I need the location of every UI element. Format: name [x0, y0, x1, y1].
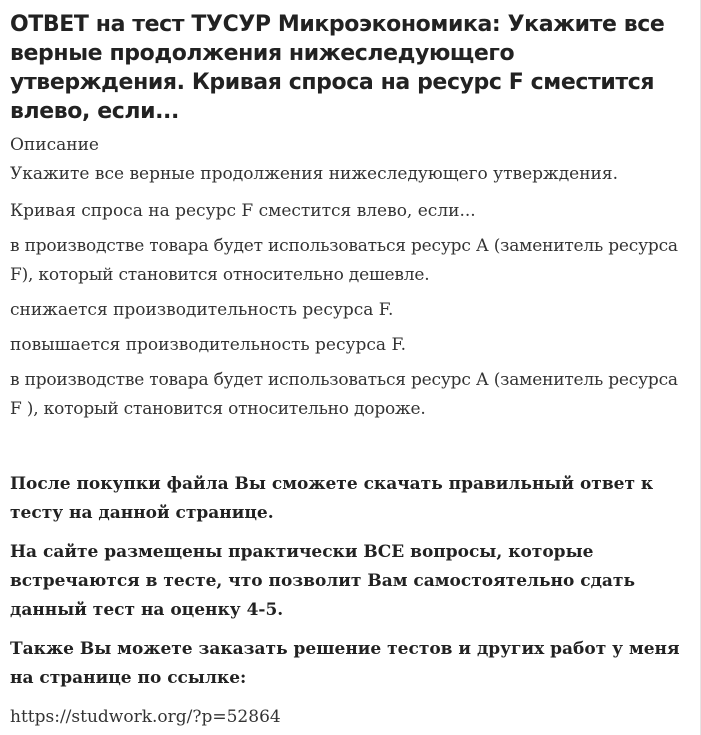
description-label: Описание [10, 135, 99, 155]
site-info: На сайте размещены практически ВСЕ вопросы, которые встречаются в тесте, что позволит Вам самостоятельно сдать данный тест на оценку 4-5. [10, 542, 635, 620]
studwork-link[interactable]: https://studwork.org/?p=52864 [10, 707, 281, 727]
page-title: ОТВЕТ на тест ТУСУР Микроэкономика: Укажите все верные продолжения нижеследующего утверждения. Кривая спроса на ресурс F сместится влево, если... [10, 12, 665, 124]
answer-option-3: повышается производительность ресурса F. [10, 335, 407, 355]
answer-option-1: в производстве товара будет использоваться ресурс А (заменитель ресурса F), который становится относительно дешевле. [10, 236, 678, 285]
order-info: Также Вы можете заказать решение тестов и других работ у меня на странице по ссылке: [10, 639, 680, 688]
question-stem: Кривая спроса на ресурс F сместится влево, если... [10, 201, 476, 221]
answer-option-2: снижается производительность ресурса F. [10, 300, 394, 320]
question-intro: Укажите все верные продолжения нижеследующего утверждения. [10, 164, 619, 184]
purchase-info: После покупки файла Вы сможете скачать правильный ответ к тесту на данной странице. [10, 474, 654, 523]
answer-option-4: в производстве товара будет использоваться ресурс А (заменитель ресурса F ), который становится относительно дороже. [10, 370, 678, 419]
